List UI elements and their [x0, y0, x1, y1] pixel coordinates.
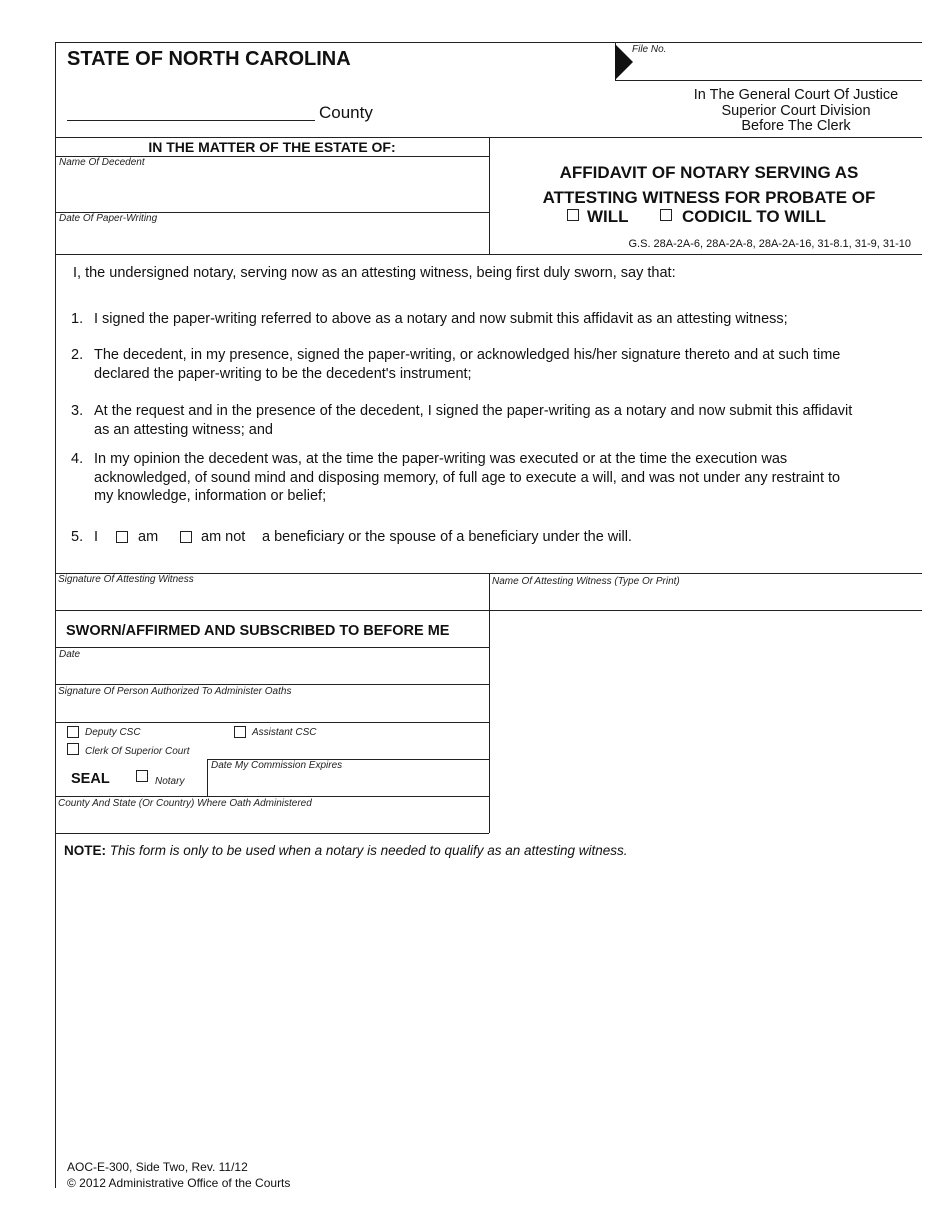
paper-date-field[interactable]: [58, 226, 486, 252]
sworn-right-border: [489, 610, 490, 833]
court-name: [670, 88, 922, 135]
decedent-label: Name Of Decedent: [59, 157, 145, 168]
form-id: AOC-E-300, Side Two, Rev. 11/12: [67, 1160, 248, 1174]
notary-checkbox[interactable]: [136, 770, 148, 782]
seal-divider: [207, 759, 208, 796]
intro-text: I, the undersigned notary, serving now as an attesting witness, being first duly sworn, say that:: [73, 265, 676, 281]
estate-bottom-line: [55, 254, 922, 255]
left-border: [55, 42, 56, 1188]
sworn-date-label: Date: [59, 649, 81, 660]
top-border: [55, 42, 922, 43]
state-title: STATE OF NORTH CAROLINA: [67, 48, 351, 70]
estate-heading: IN THE MATTER OF THE ESTATE OF:: [148, 139, 396, 155]
item-5-suffix: a beneficiary or the spouse of a beneficiary under the will.: [262, 529, 632, 545]
county-line: [67, 120, 315, 121]
court-line-3: Before The Clerk: [741, 118, 851, 134]
codicil-checkbox[interactable]: [660, 209, 672, 221]
commission-label: Date My Commission Expires: [211, 760, 343, 771]
seal-bottom-line: [55, 796, 489, 797]
statutes: G.S. 28A-2A-6, 28A-2A-8, 28A-2A-16, 31-8.1, 31-9, 31-10: [628, 238, 911, 250]
note-text: This form is only to be used when a notary is needed to qualify as an attesting witness.: [109, 843, 628, 858]
notary-label: Notary: [155, 776, 185, 787]
sworn-bottom-line: [55, 833, 489, 834]
title-line-2: ATTESTING WITNESS FOR PROBATE OF: [542, 188, 876, 207]
will-checkbox[interactable]: [567, 209, 579, 221]
sworn-heading-line: [55, 647, 489, 648]
file-no-label: File No.: [632, 44, 667, 55]
decedent-field[interactable]: [58, 170, 486, 210]
deputy-csc-checkbox[interactable]: [67, 726, 79, 738]
item-5-num: 5.: [71, 529, 84, 545]
witness-sig-field[interactable]: [58, 587, 486, 608]
court-line-1: In The General Court Of Justice: [693, 87, 899, 103]
assistant-csc-label: Assistant CSC: [252, 727, 317, 738]
oath-sig-label: Signature Of Person Authorized To Administer Oaths: [58, 686, 292, 697]
commission-field[interactable]: [211, 773, 486, 794]
paper-date-label: Date Of Paper-Writing: [59, 213, 158, 224]
copyright: © 2012 Administrative Office of the Courts: [67, 1176, 291, 1190]
court-line-2: Superior Court Division: [721, 102, 871, 119]
file-no-underline: [615, 80, 922, 81]
deputy-csc-label: Deputy CSC: [85, 727, 141, 738]
assistant-csc-checkbox[interactable]: [234, 726, 246, 738]
witness-name-label: Name Of Attesting Witness (Type Or Print): [492, 576, 680, 587]
clerk-checkbox[interactable]: [67, 743, 79, 755]
signature-divider: [489, 573, 490, 610]
oath-sig-line: [55, 722, 489, 723]
oath-sig-field[interactable]: [58, 699, 486, 720]
county-state-field[interactable]: [58, 811, 486, 831]
title-line-1: AFFIDAVIT OF NOTARY SERVING AS: [559, 163, 859, 182]
witness-name-field[interactable]: [492, 589, 920, 608]
clerk-label: Clerk Of Superior Court: [85, 746, 190, 757]
seal-label: SEAL: [71, 771, 110, 787]
am-not-checkbox[interactable]: [180, 531, 192, 543]
will-label: WILL: [587, 207, 629, 226]
note: [64, 843, 628, 858]
county-state-label: County And State (Or Country) Where Oath Administered: [58, 798, 312, 809]
file-no-field[interactable]: [640, 56, 920, 78]
note-bold: NOTE:: [64, 843, 106, 858]
sworn-heading: SWORN/AFFIRMED AND SUBSCRIBED TO BEFORE ME: [66, 623, 450, 639]
am-not-label: am not: [201, 529, 246, 545]
codicil-label: CODICIL TO WILL: [682, 207, 826, 226]
county-label: County: [319, 103, 373, 122]
am-label: am: [138, 529, 159, 545]
am-checkbox[interactable]: [116, 531, 128, 543]
form-title: [490, 160, 928, 210]
item-5-prefix: I: [94, 529, 99, 545]
witness-sig-label: Signature Of Attesting Witness: [58, 574, 194, 585]
sworn-date-field[interactable]: [58, 662, 486, 683]
sworn-date-line: [55, 684, 489, 685]
